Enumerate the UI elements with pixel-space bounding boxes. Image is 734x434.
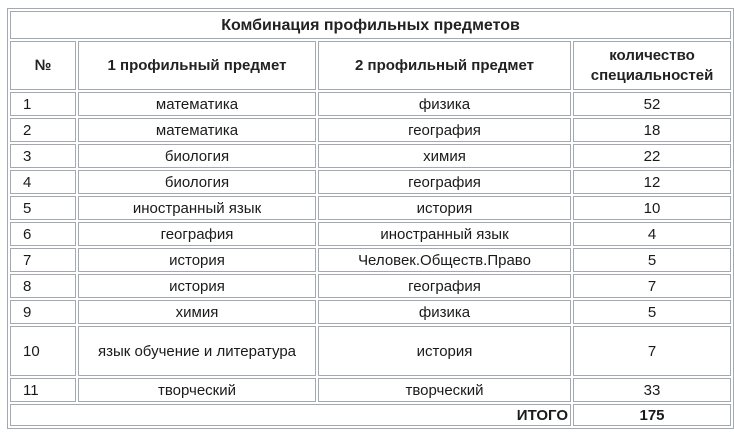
row-num: 4 [10,170,76,194]
table-row [10,144,731,168]
row-count: 12 [573,170,731,194]
row-subject1: история [78,248,316,272]
total-row [10,404,731,426]
table-row [10,222,731,246]
row-count: 5 [573,248,731,272]
row-subject2: география [318,274,571,298]
table-row [10,170,731,194]
table-row [10,118,731,142]
header-row [10,41,731,90]
row-num: 9 [10,300,76,324]
row-count: 33 [573,378,731,402]
row-subject1: язык обучение и литература [78,326,316,376]
row-count: 22 [573,144,731,168]
row-num: 3 [10,144,76,168]
row-subject2: физика [318,92,571,116]
row-count: 4 [573,222,731,246]
row-subject1: биология [78,144,316,168]
row-subject2: иностранный язык [318,222,571,246]
header-subject2: 2 профильный предмет [318,41,571,90]
table-row [10,300,731,324]
row-subject1: иностранный язык [78,196,316,220]
total-label: ИТОГО [10,404,571,426]
row-subject2: творческий [318,378,571,402]
table-row [10,274,731,298]
row-subject1: география [78,222,316,246]
table-row [10,378,731,402]
row-num: 2 [10,118,76,142]
header-count: количество специальностей [573,41,731,90]
row-num: 7 [10,248,76,272]
row-subject1: математика [78,92,316,116]
row-subject2: Человек.Обществ.Право [318,248,571,272]
row-subject1: химия [78,300,316,324]
subject-combinations-table [7,8,734,429]
row-count: 7 [573,274,731,298]
table-title: Комбинация профильных предметов [10,11,731,39]
row-subject1: история [78,274,316,298]
row-subject2: физика [318,300,571,324]
row-subject2: история [318,326,571,376]
header-subject1: 1 профильный предмет [78,41,316,90]
row-count: 7 [573,326,731,376]
row-num: 11 [10,378,76,402]
row-subject2: химия [318,144,571,168]
row-subject2: история [318,196,571,220]
row-subject1: математика [78,118,316,142]
row-num: 10 [10,326,76,376]
header-num: № [10,41,76,90]
row-subject2: география [318,118,571,142]
total-value: 175 [573,404,731,426]
row-num: 5 [10,196,76,220]
row-subject1: биология [78,170,316,194]
row-num: 6 [10,222,76,246]
row-num: 1 [10,92,76,116]
row-count: 5 [573,300,731,324]
row-subject1: творческий [78,378,316,402]
title-row [10,11,731,39]
row-count: 18 [573,118,731,142]
table-row [10,196,731,220]
table-row [10,92,731,116]
table-row [10,248,731,272]
row-count: 52 [573,92,731,116]
row-subject2: география [318,170,571,194]
table-row [10,326,731,376]
row-count: 10 [573,196,731,220]
row-num: 8 [10,274,76,298]
